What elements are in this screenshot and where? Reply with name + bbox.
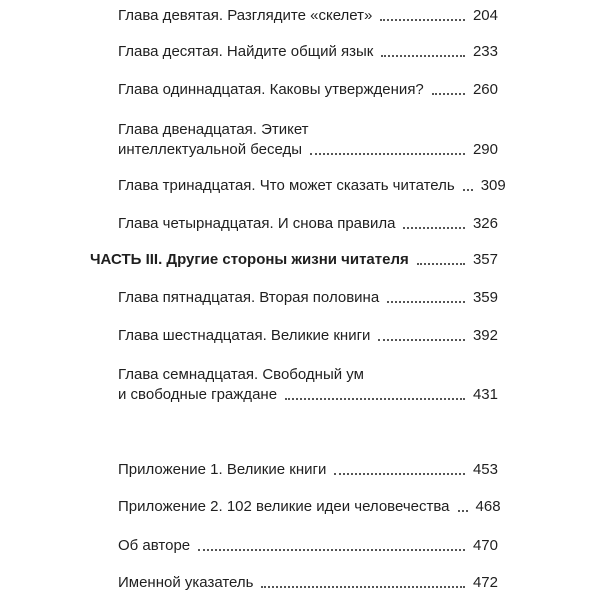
dot-leader [261,586,465,588]
toc-entry-chapter-15 [118,288,498,308]
toc-entry-title: Именной указатель [118,574,254,591]
toc-entry-title-line-2: и свободные граждане [118,386,278,403]
toc-entry-title-line-1: Глава двенадцатая. Этикет [118,121,309,138]
toc-entry-chapter-10 [118,42,498,62]
dot-leader [458,510,468,512]
toc-entry-appendix-1 [118,460,498,480]
toc-entry-chapter-16 [118,326,498,346]
toc-entry-title: Глава пятнадцатая. Вторая половина [118,289,380,306]
dot-leader [198,549,465,551]
toc-entry-title: Приложение 2. 102 великие идеи человечества [118,498,450,515]
toc-entry-title: Глава одиннадцатая. Каковы утверждения? [118,81,424,98]
toc-entry-title: Об авторе [118,537,191,554]
toc-page-number: 204 [472,7,498,24]
dot-leader [334,473,465,475]
toc-entry-title: Приложение 1. Великие книги [118,461,327,478]
toc-entry-chapter-11 [118,80,498,100]
toc-page-number: 431 [472,386,498,403]
toc-page-number: 326 [472,215,498,232]
dot-leader [463,189,473,191]
toc-page-number: 290 [472,141,498,158]
toc-entry-title: Глава девятая. Разглядите «скелет» [118,7,373,24]
dot-leader [432,93,465,95]
toc-page-number: 392 [472,327,498,344]
toc-entry-title-line-1: Глава семнадцатая. Свободный ум [118,366,364,383]
toc-entry-name-index [118,573,498,593]
toc-entry-chapter-13 [118,176,506,196]
toc-page-number: 470 [472,537,498,554]
toc-page-number: 453 [472,461,498,478]
toc-entry-title: Глава тринадцатая. Что может сказать читатель [118,177,455,194]
dot-leader [403,227,465,229]
toc-entry-title: Глава шестнадцатая. Великие книги [118,327,371,344]
toc-entry-about-author [118,536,498,556]
dot-leader [285,398,465,400]
toc-page-number: 468 [475,498,501,515]
toc-part-title: ЧАСТЬ III. Другие стороны жизни читателя [90,251,409,268]
dot-leader [378,339,465,341]
dot-leader [380,19,465,21]
dot-leader [310,153,465,155]
toc-page-number: 357 [472,251,498,268]
toc-page-number: 472 [472,574,498,591]
toc-entry-chapter-12 [118,120,498,160]
dot-leader [417,263,465,265]
toc-page-number: 260 [472,81,498,98]
toc-page-number: 233 [472,43,498,60]
toc-page-number: 309 [480,177,506,194]
toc-entry-title: Глава десятая. Найдите общий язык [118,43,374,60]
toc-page-number: 359 [472,289,498,306]
toc-entry-title: Глава четырнадцатая. И снова правила [118,215,396,232]
toc-entry-title-line-2: интеллектуальной беседы [118,141,303,158]
toc-entry-chapter-17 [118,365,498,405]
toc-entry-appendix-2 [118,497,501,517]
dot-leader [387,301,465,303]
toc-entry-part-3 [90,250,498,270]
toc-entry-chapter-9 [118,6,498,26]
toc-entry-chapter-14 [118,214,498,234]
dot-leader [381,55,465,57]
